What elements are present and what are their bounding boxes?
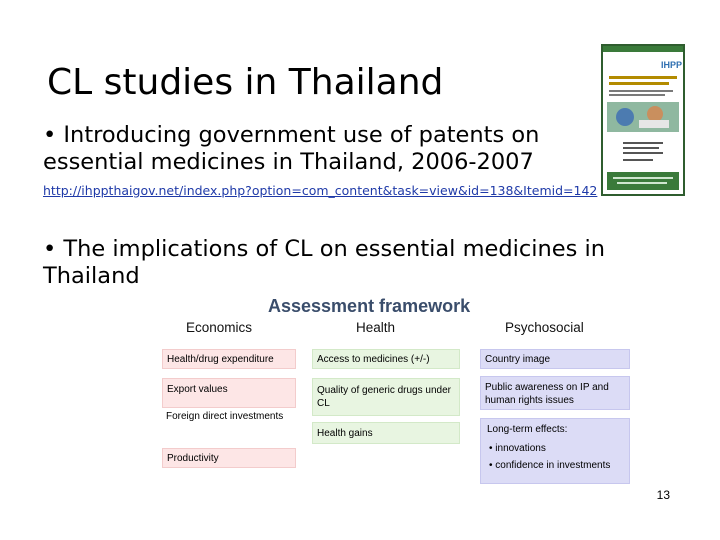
health-item-label: Access to medicines (+/-) [317, 353, 430, 365]
economics-item-label: Productivity [167, 452, 219, 464]
long-term-item: • confidence in investments [489, 460, 611, 471]
economics-item-label: Export values [167, 384, 228, 395]
health-item-quality [312, 378, 460, 416]
health-item-label: Quality of generic drugs under CL [317, 385, 451, 409]
column-header-health: Health [356, 320, 396, 335]
column-header-economics: Economics [186, 320, 253, 335]
psychosocial-item-country-image [480, 349, 630, 369]
health-item-gains [312, 422, 460, 444]
report-cover-image [603, 46, 683, 194]
slide-title: CL studies in Thailand [47, 62, 444, 103]
bullet-study-2: • The implications of CL on essential medicines in Thailand [43, 236, 605, 289]
economics-item-productivity [162, 448, 296, 468]
long-term-label: Long-term effects: [487, 424, 568, 435]
psychosocial-item-label: Public awareness on IP and human rights issues [485, 382, 609, 406]
study-link[interactable]: http://ihppthaigov.net/index.php?option=com_content&task=view&id=138&Itemid=142 [43, 183, 598, 198]
cover-logo-text: IHPP [661, 60, 683, 70]
economics-item-fdi: Foreign direct investments [166, 411, 284, 422]
column-header-psychosocial: Psychosocial [505, 320, 584, 335]
long-term-item: • innovations [489, 443, 546, 454]
psychosocial-item-public-awareness [480, 376, 630, 410]
psychosocial-item-long-term [480, 418, 630, 484]
psychosocial-item-label: Country image [485, 353, 551, 365]
economics-item-export [162, 378, 296, 408]
bullet-study-1: • Introducing government use of patents on essential medicines in Thailand, 2006-2007 [43, 122, 540, 175]
page-number: 13 [656, 488, 670, 502]
health-item-label: Health gains [317, 427, 373, 439]
framework-title: Assessment framework [268, 296, 471, 316]
health-item-access [312, 349, 460, 369]
report-cover-thumbnail [601, 44, 685, 196]
economics-item-label: Health/drug expenditure [167, 353, 274, 365]
economics-item-expenditure [162, 349, 296, 369]
